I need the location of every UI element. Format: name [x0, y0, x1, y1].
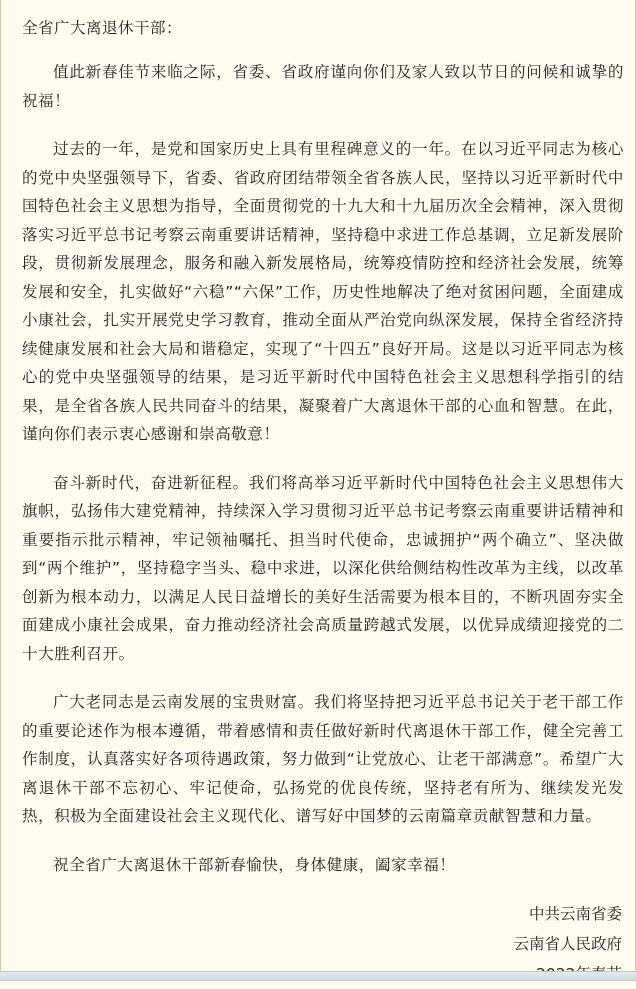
paragraph-past-year: 过去的一年，是党和国家历史上具有里程碑意义的一年。在以习近平同志为核心的党中央坚强领导下，省委、省政府团结带领全省各族人民，坚持以习近平新时代中国特色社会主义思想为指导，全面贯彻党的十九大和十九届历次全会精神，深入贯彻落实习近平总书记考察云南重要讲话精神，坚持稳中求进工作总基调，立足新发展阶段，贯彻新发展理念，服务和融入新发展格局，统筹疫情防控和经济社会发展，统筹发展和安全，扎实做好“六稳”“六保”工作，历史性地解决了绝对贫困问题，全面建成小康社会，扎实开展党史学习教育，推动全面从严治党向纵深发展，保持全省经济持续健康发展和社会大局和谐稳定，实现了“十四五”良好开局。这是以习近平同志为核心的党中央坚强领导的结果，是习近平新时代中国特色社会主义思想科学指引的结果，是全省各族人民共同奋斗的结果，凝聚着广大离退休干部的心血和智慧。在此，谨向你们表示衷心感谢和崇高敬意！ [22, 140, 624, 443]
page-border-left [0, 0, 1, 981]
bottom-scrollbar-edge [0, 971, 636, 981]
paragraph-veterans: 广大老同志是云南发展的宝贵财富。我们将坚持把习近平总书记关于老干部工作的重要论述作为根本遵循，带着感情和责任做好新时代离退休干部工作，健全完善工作制度，认真落实好各项待遇政策，努力做到“让党放心、让老干部满意”。希望广大离退休干部不忘初心、牢记使命，弘扬党的优良传统，坚持老有所为、继续发光发热，积极为全面建设社会主义现代化、谱写好中国梦的云南篇章贡献智慧和力量。 [22, 693, 624, 825]
paragraph-greeting: 值此新春佳节来临之际，省委、省政府谨向你们及家人致以节日的问候和诚挚的祝福！ [22, 63, 624, 110]
paragraph-wishes: 祝全省广大离退休干部新春愉快，身体健康，阖家幸福！ [53, 855, 456, 874]
letter-body [22, 13, 624, 989]
paragraph-new-era: 奋斗新时代，奋进新征程。我们将高举习近平新时代中国特色社会主义思想伟大旗帜，弘扬伟大建党精神，持续深入学习贯彻习近平总书记考察云南重要讲话精神和重要指示批示精神，牢记领袖嘱托、担当时代使命，忠诚拥护“两个确立”、坚决做到“两个维护”，坚持稳字当头、稳中求进，以深化供给侧结构性改革为主线，以改革创新为根本动力，以满足人民日益增长的美好生活需要为根本目的，不断巩固夯实全面建成小康社会成果，奋力推动经济社会高质量跨越式发展，以优异成绩迎接党的二十大胜利召开。 [22, 473, 624, 663]
signature-org-party: 中共云南省委 [528, 905, 622, 923]
salutation: 全省广大离退休干部： [22, 19, 183, 37]
signature-org-government: 云南省人民政府 [513, 935, 622, 953]
